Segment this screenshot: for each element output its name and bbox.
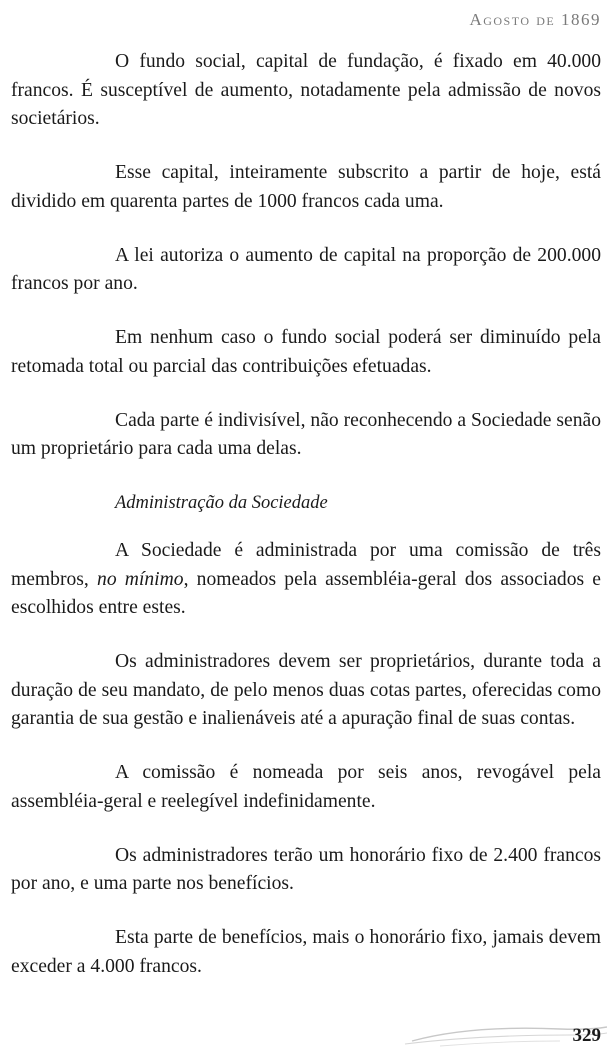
paragraph-honorario: Os administradores terão um honorário fixo de 2.400 francos por ano, e uma parte nos benefícios. (11, 844, 601, 894)
page-number: 329 (572, 1025, 601, 1046)
paragraph-capital: Esse capital, inteiramente subscrito a partir de hoje, está dividido em quarenta partes de 1000 francos cada uma. (11, 162, 601, 212)
admin-text-part2: , nomeados pela assembléia-geral dos associados e escolhidos entre estes. (11, 568, 602, 618)
paragraph-fundo-social: O fundo social, capital de fundação, é fixado em 40.000 francos. É susceptível de aumento, notadamente pela admissão de novos societários. (11, 51, 601, 129)
paragraph-beneficios: Esta parte de benefícios, mais o honorário fixo, jamais devem exceder a 4.000 francos. (11, 927, 601, 977)
paragraph-parte-indivisivel: Cada parte é indivisível, não reconhecendo a Sociedade senão um proprietário para cada uma delas. (11, 409, 601, 459)
swoosh-ornament-icon (0, 1013, 607, 1055)
section-heading: Administração da Sociedade (115, 493, 328, 513)
paragraph-administradores: Os administradores devem ser proprietários, durante toda a duração de seu mandato, de pelo menos duas cotas partes, oferecidas como garantia de sua gestão e inalienáveis até a apuração final de suas contas. (11, 651, 601, 729)
page-body (11, 48, 601, 1007)
paragraph-lei: A lei autoriza o aumento de capital na proporção de 200.000 francos por ano. (11, 244, 601, 294)
page-footer (0, 1013, 607, 1055)
admin-text-part1: A Sociedade é administrada por uma comissão de três membros, (11, 540, 601, 590)
admin-text-italic: no mínimo (97, 568, 184, 590)
paragraph-comissao: A comissão é nomeada por seis anos, revogável pela assembléia-geral e reelegível indefinidamente. (11, 762, 601, 812)
paragraph-administracao (11, 537, 601, 623)
paragraph-fundo-diminuido: Em nenhum caso o fundo social poderá ser diminuído pela retomada total ou parcial das contribuições efetuadas. (11, 327, 601, 377)
running-head: Agosto de 1869 (469, 10, 601, 29)
